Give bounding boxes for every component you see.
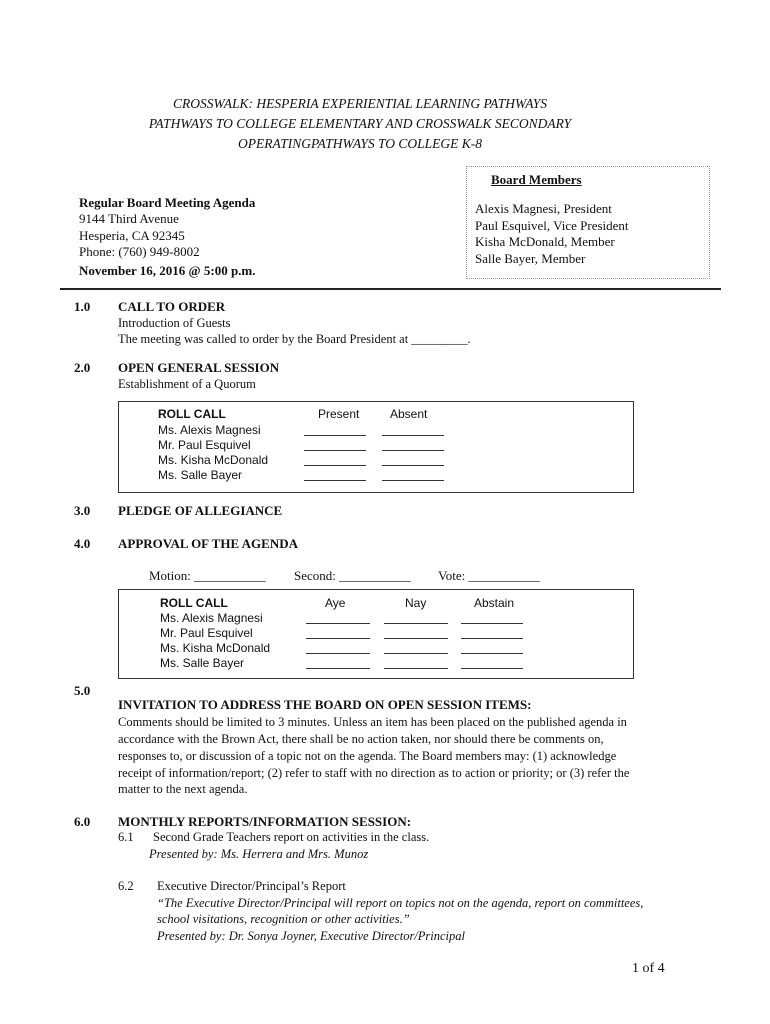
item-6-2-quote-line-2: school visitations, recognition or other activities.” [157, 912, 410, 926]
section-4-number: 4.0 [74, 536, 91, 551]
quorum-col-present: Present [318, 407, 360, 421]
section-5-line-5: matter to the next agenda. [118, 782, 248, 796]
agenda-abstain-blank-2[interactable] [461, 628, 523, 639]
meeting-date: November 16, 2016 @ 5:00 p.m. [79, 263, 256, 278]
second-field[interactable]: Second: ___________ [294, 568, 411, 583]
section-5-line-4: receipt of information/report; (2) refer to staff with no direction as to action or priority; or (3) refer the [118, 766, 630, 780]
section-1-number: 1.0 [74, 299, 91, 314]
section-1-title: CALL TO ORDER [118, 299, 226, 314]
quorum-absent-blank-4[interactable] [382, 470, 444, 481]
motion-field[interactable]: Motion: ___________ [149, 568, 266, 583]
quorum-absent-blank-2[interactable] [382, 440, 444, 451]
meeting-phone: Phone: (760) 949-8002 [79, 244, 200, 259]
agenda-nay-blank-2[interactable] [384, 628, 448, 639]
agenda-col-nay: Nay [405, 596, 427, 610]
agenda-col-abstain: Abstain [474, 596, 515, 610]
section-2-number: 2.0 [74, 360, 91, 375]
item-6-1-title: Second Grade Teachers report on activities in the class. [153, 830, 430, 844]
board-member-3: Kisha McDonald, Member [475, 234, 615, 249]
item-6-1-number: 6.1 [118, 830, 134, 844]
board-member-2: Paul Esquivel, Vice President [475, 218, 629, 233]
item-6-2-quote-line-1: “The Executive Director/Principal will report on topics not on the agenda, report on committees, [157, 896, 644, 910]
agenda-aye-blank-2[interactable] [306, 628, 370, 639]
section-3-title: PLEDGE OF ALLEGIANCE [118, 503, 283, 518]
agenda-rollcall-heading: ROLL CALL [160, 596, 228, 610]
section-5-line-3: responses to, or discussion of a topic not on the agenda. The Board members may: (1) acknowledge [118, 749, 617, 763]
quorum-present-blank-3[interactable] [304, 455, 366, 466]
quorum-rollcall-heading: ROLL CALL [158, 407, 226, 421]
section-1-line-1: Introduction of Guests [118, 316, 231, 330]
agenda-abstain-blank-4[interactable] [461, 658, 523, 669]
agenda-member-2: Mr. Paul Esquivel [160, 626, 253, 640]
meeting-address-2: Hesperia, CA 92345 [79, 228, 185, 243]
agenda-nay-blank-3[interactable] [384, 643, 448, 654]
section-5-line-2: accordance with the Brown Act, there shall be no action taken, nor should there be comments on, [118, 732, 604, 746]
header-line-3: OPERATINGPATHWAYS TO COLLEGE K-8 [238, 136, 482, 151]
section-6-number: 6.0 [74, 814, 91, 829]
item-6-1-presenters: Presented by: Ms. Herrera and Mrs. Munoz [149, 847, 369, 861]
board-member-1: Alexis Magnesi, President [475, 201, 612, 216]
page-number: 1 of 4 [632, 961, 665, 976]
meeting-address-1: 9144 Third Avenue [79, 211, 179, 226]
quorum-member-4: Ms. Salle Bayer [158, 468, 243, 482]
meeting-title: Regular Board Meeting Agenda [79, 195, 256, 210]
agenda-nay-blank-1[interactable] [384, 613, 448, 624]
agenda-member-4: Ms. Salle Bayer [160, 656, 245, 670]
section-2-line-1: Establishment of a Quorum [118, 377, 256, 391]
agenda-abstain-blank-1[interactable] [461, 613, 523, 624]
item-6-2-number: 6.2 [118, 879, 134, 893]
board-member-4: Salle Bayer, Member [475, 251, 586, 266]
section-5-title: INVITATION TO ADDRESS THE BOARD ON OPEN SESSION ITEMS: [118, 697, 532, 712]
section-5-number: 5.0 [74, 683, 91, 698]
item-6-2-presenter: Presented by: Dr. Sonya Joyner, Executive Director/Principal [157, 929, 466, 943]
agenda-aye-blank-4[interactable] [306, 658, 370, 669]
agenda-col-aye: Aye [325, 596, 346, 610]
agenda-member-1: Ms. Alexis Magnesi [160, 611, 263, 625]
quorum-member-3: Ms. Kisha McDonald [158, 453, 269, 467]
agenda-aye-blank-1[interactable] [306, 613, 370, 624]
quorum-absent-blank-3[interactable] [382, 455, 444, 466]
quorum-present-blank-1[interactable] [304, 425, 366, 436]
agenda-member-3: Ms. Kisha McDonald [160, 641, 271, 655]
quorum-present-blank-4[interactable] [304, 470, 366, 481]
section-1-line-2: The meeting was called to order by the Board President at _________. [118, 332, 471, 346]
header-line-2: PATHWAYS TO COLLEGE ELEMENTARY AND CROSSWALK SECONDARY [148, 116, 572, 131]
agenda-nay-blank-4[interactable] [384, 658, 448, 669]
quorum-col-absent: Absent [390, 407, 428, 421]
quorum-absent-blank-1[interactable] [382, 425, 444, 436]
quorum-present-blank-2[interactable] [304, 440, 366, 451]
quorum-member-1: Ms. Alexis Magnesi [158, 423, 261, 437]
section-2-title: OPEN GENERAL SESSION [118, 360, 280, 375]
header-line-1: CROSSWALK: HESPERIA EXPERIENTIAL LEARNING PATHWAYS [172, 96, 548, 111]
agenda-abstain-blank-3[interactable] [461, 643, 523, 654]
header-divider [60, 288, 721, 290]
section-3-number: 3.0 [74, 503, 91, 518]
quorum-member-2: Mr. Paul Esquivel [158, 438, 251, 452]
vote-field[interactable]: Vote: ___________ [438, 568, 540, 583]
section-5-line-1: Comments should be limited to 3 minutes. Unless an item has been placed on the published agenda in [118, 715, 627, 729]
board-members-heading: Board Members [491, 172, 582, 187]
section-6-title: MONTHLY REPORTS/INFORMATION SESSION: [118, 814, 412, 829]
item-6-2-title: Executive Director/Principal’s Report [157, 879, 346, 893]
agenda-aye-blank-3[interactable] [306, 643, 370, 654]
section-4-title: APPROVAL OF THE AGENDA [118, 536, 298, 551]
